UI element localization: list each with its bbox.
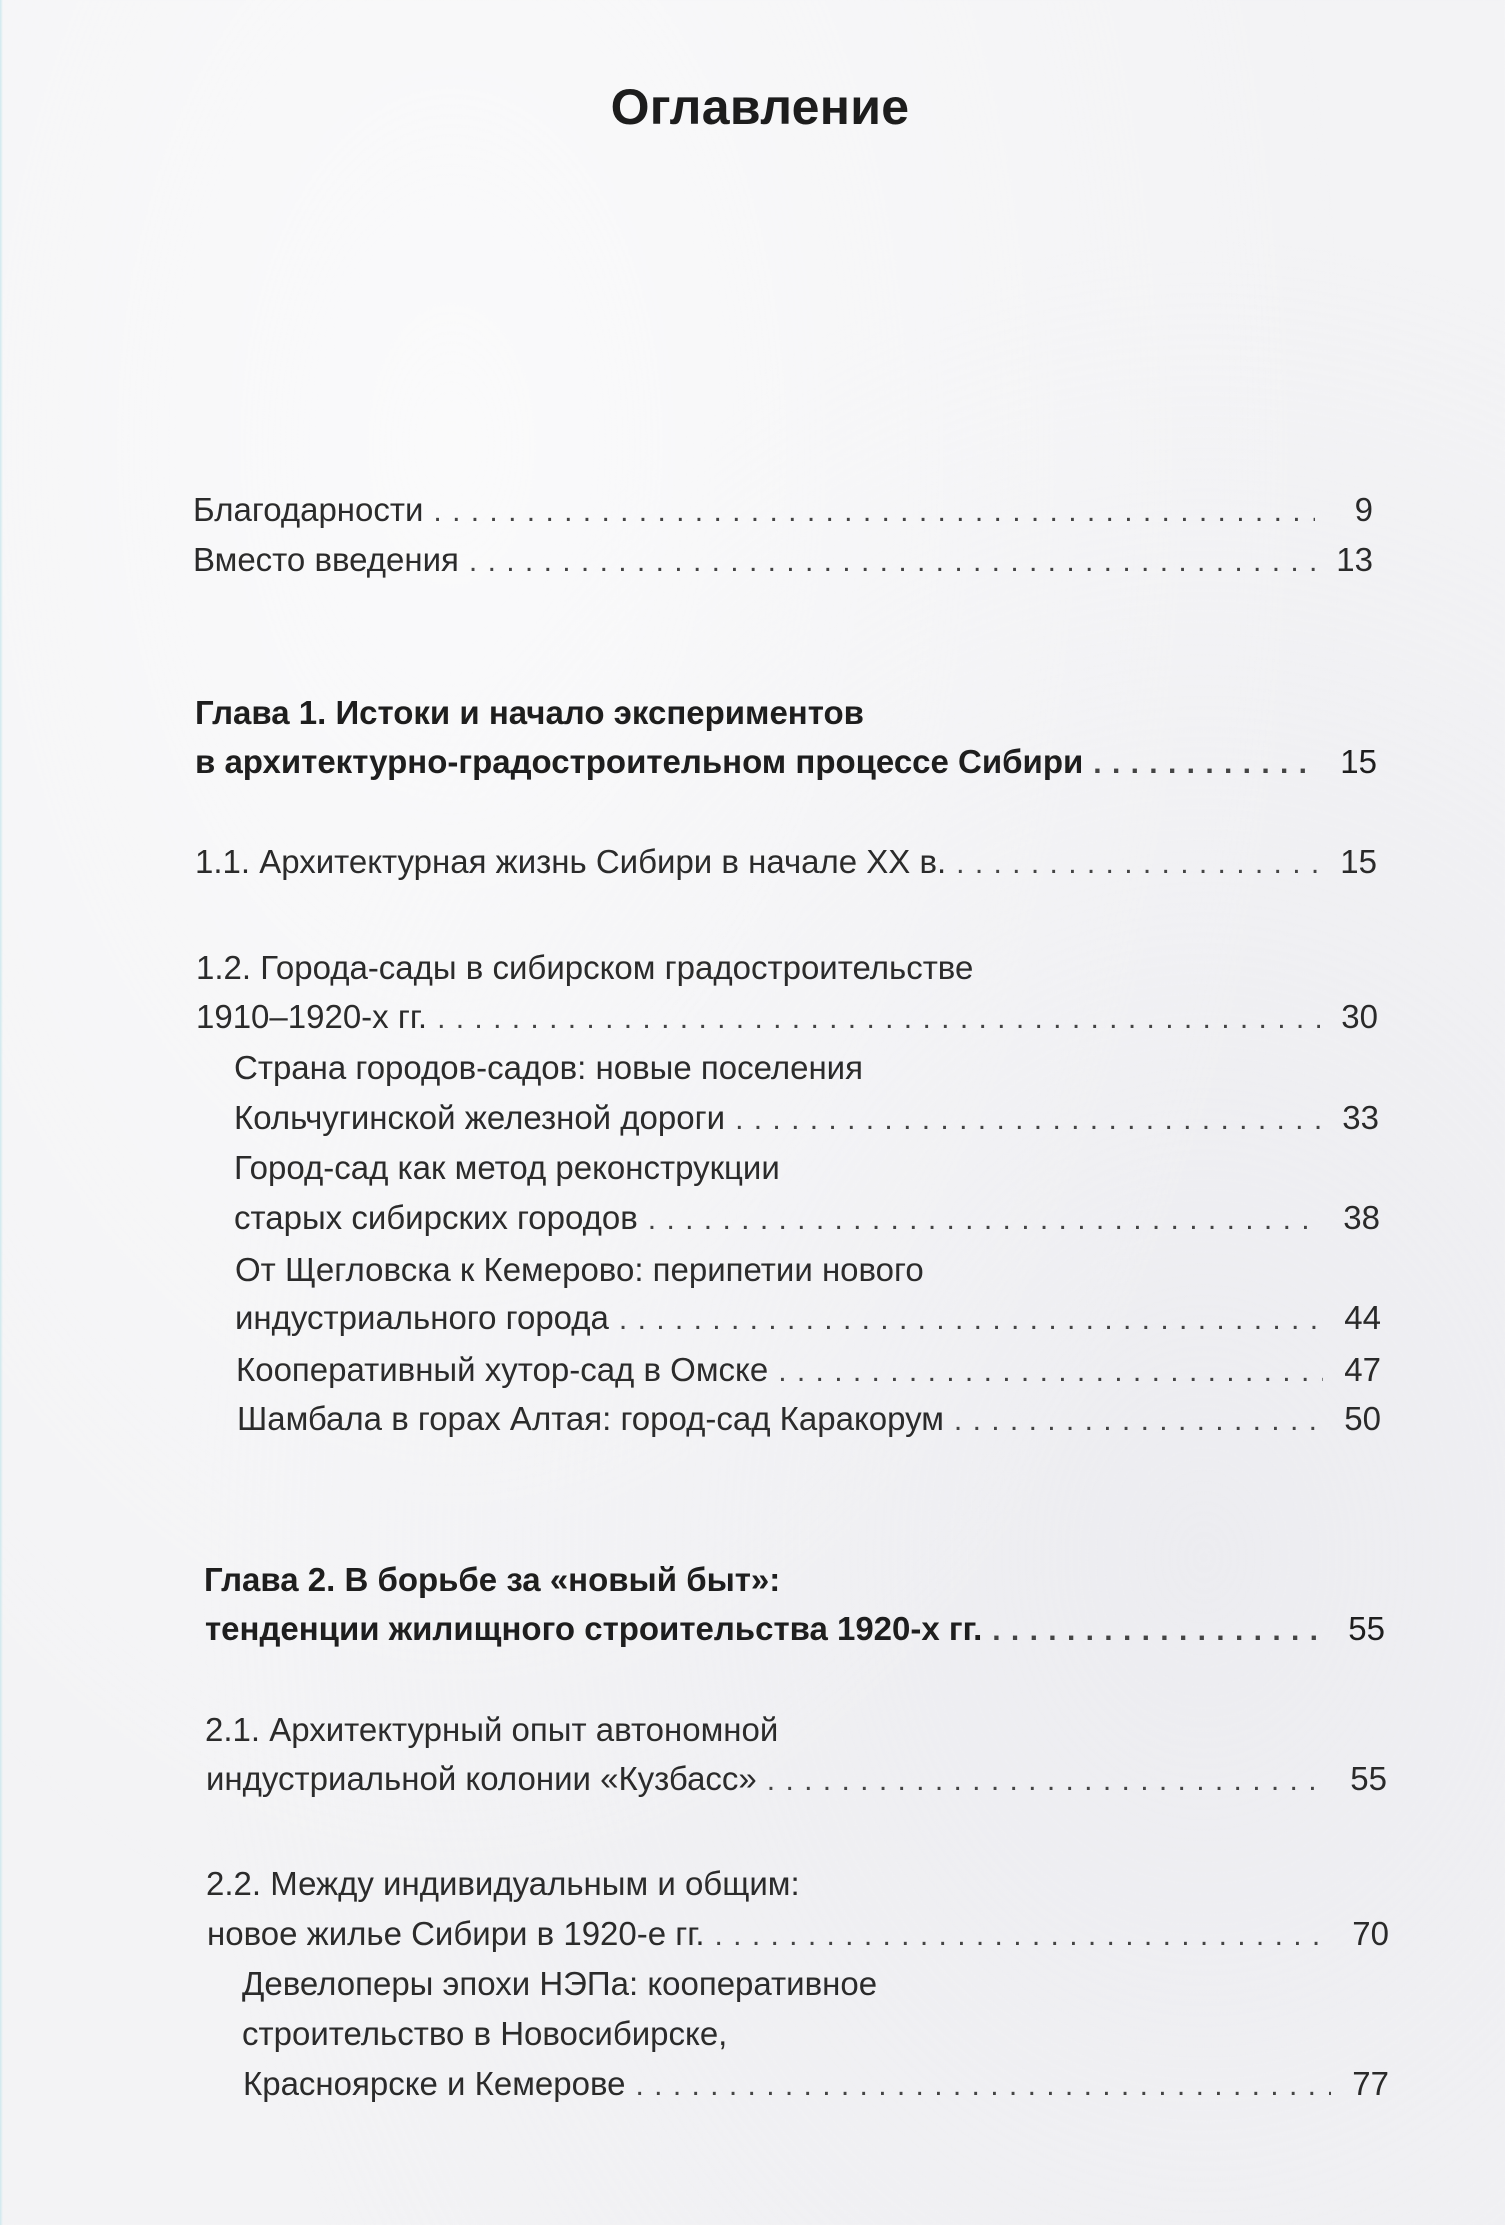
toc-page-number: 77: [1352, 2065, 1389, 2102]
toc-page-number: 15: [1340, 743, 1377, 780]
toc-entry-section-1-2-line2[interactable]: [196, 995, 1378, 1039]
toc-entry-section-2-2-line1[interactable]: [206, 1862, 1388, 1906]
toc-entry-text: строительство в Новосибирске,: [242, 2015, 728, 2052]
toc-sub-1-2-4[interactable]: [236, 1348, 1381, 1392]
dot-leader: [433, 490, 1315, 534]
toc-entry-text: индустриального города: [235, 1299, 609, 1336]
toc-sub-1-2-5[interactable]: [237, 1397, 1381, 1441]
chapter-heading: Глава 1. Истоки и начало экспериментов: [195, 694, 864, 731]
dot-leader: [767, 1759, 1329, 1803]
toc-page-number: 55: [1350, 1760, 1387, 1797]
toc-entry-text: старых сибирских городов: [234, 1199, 638, 1236]
toc-page-number: 33: [1342, 1099, 1379, 1136]
toc-page-number: 30: [1341, 998, 1378, 1035]
toc-entry-text: 2.1. Архитектурный опыт автономной: [205, 1711, 779, 1748]
toc-entry-text: Кольчугинской железной дороги: [234, 1099, 726, 1136]
toc-sub-2-2-1-line1[interactable]: [242, 1962, 1388, 2006]
toc-entry-intro[interactable]: [193, 538, 1373, 582]
toc-entry-text: Кооперативный хутор-сад в Омске: [236, 1351, 769, 1388]
toc-entry-text: 1910–1920-х гг.: [196, 998, 428, 1035]
toc-entry-text: 1.1. Архитектурная жизнь Сибири в начале XX в.: [195, 843, 947, 880]
chapter-heading: в архитектурно-градостроительном процессе Сибири: [195, 743, 1084, 780]
dot-leader: [956, 842, 1319, 886]
dot-leader: [636, 2064, 1332, 2108]
toc-chapter1-line1[interactable]: [195, 691, 1375, 735]
toc-entry-text: индустриальной колонии «Кузбасс»: [206, 1760, 757, 1797]
toc-page-number: 38: [1343, 1199, 1380, 1236]
toc-entry-text: Красноярске и Кемерове: [243, 2065, 626, 2102]
toc-entry-text: 2.2. Между индивидуальным и общим:: [206, 1865, 800, 1902]
toc-entry-text: Девелоперы эпохи НЭПа: кооперативное: [242, 1965, 878, 2002]
dot-leader: [469, 540, 1315, 584]
dot-leader: [648, 1198, 1322, 1242]
toc-entry-section-1-2-line1[interactable]: [196, 946, 1378, 990]
toc-entry-section-2-1-line2[interactable]: [206, 1757, 1387, 1801]
toc-page-number: 47: [1344, 1351, 1381, 1388]
dot-leader: [619, 1298, 1323, 1342]
chapter-heading: Глава 2. В борьбе за «новый быт»:: [204, 1561, 781, 1598]
toc-sub-1-2-3-line2[interactable]: [235, 1296, 1381, 1340]
toc-sub-1-2-2-line2[interactable]: [234, 1196, 1380, 1240]
chapter-heading: тенденции жилищного строительства 1920-х гг.: [205, 1610, 983, 1647]
toc-sub-1-2-1-line1[interactable]: [234, 1046, 1379, 1090]
page-title: Оглавление: [610, 78, 910, 135]
dot-leader: [714, 1914, 1331, 1958]
toc-entry-acknowledgements[interactable]: [193, 488, 1373, 532]
toc-entry-text: Город-сад как метод реконструкции: [234, 1149, 780, 1186]
dot-leader: [437, 997, 1320, 1041]
toc-entry-text: Шамбала в горах Алтая: город-сад Каракорум: [237, 1400, 944, 1437]
toc-entry-text: новое жилье Сибири в 1920-е гг.: [207, 1915, 705, 1952]
toc-page-number: 44: [1344, 1299, 1381, 1336]
page-edge: [0, 0, 3, 2225]
toc-sub-1-2-1-line2[interactable]: [234, 1096, 1379, 1140]
toc-entry-text: Благодарности: [193, 491, 424, 528]
toc-page-number: 55: [1348, 1610, 1385, 1647]
toc-entry-text: Вместо введения: [193, 541, 459, 578]
toc-page-number: 70: [1352, 1915, 1389, 1952]
toc-page-number: 15: [1340, 843, 1377, 880]
toc-sub-2-2-1-line3[interactable]: [243, 2062, 1389, 2106]
toc-chapter2-line1[interactable]: [204, 1558, 1384, 1602]
toc-page-number: 13: [1336, 541, 1373, 578]
toc-entry-section-1-1[interactable]: [195, 840, 1377, 884]
toc-sub-1-2-2-line1[interactable]: [234, 1146, 1380, 1190]
dot-leader: [1093, 742, 1319, 786]
toc-sub-2-2-1-line2[interactable]: [242, 2012, 1388, 2056]
toc-entry-section-2-2-line2[interactable]: [207, 1912, 1389, 1956]
toc-page-number: 9: [1354, 491, 1373, 528]
toc-chapter1-line2[interactable]: [195, 740, 1377, 784]
toc-entry-text: 1.2. Города-сады в сибирском градостроительстве: [196, 949, 974, 986]
toc-chapter2-line2[interactable]: [205, 1607, 1385, 1651]
dot-leader: [954, 1399, 1323, 1443]
dot-leader: [778, 1350, 1323, 1394]
toc-sub-1-2-3-line1[interactable]: [235, 1248, 1381, 1292]
toc-entry-text: От Щегловска к Кемерово: перипетии нового: [235, 1251, 924, 1288]
toc-entry-section-2-1-line1[interactable]: [205, 1708, 1386, 1752]
toc-page-number: 50: [1344, 1400, 1381, 1437]
dot-leader: [735, 1098, 1321, 1142]
toc-entry-text: Страна городов-садов: новые поселения: [234, 1049, 863, 1086]
dot-leader: [992, 1609, 1327, 1653]
